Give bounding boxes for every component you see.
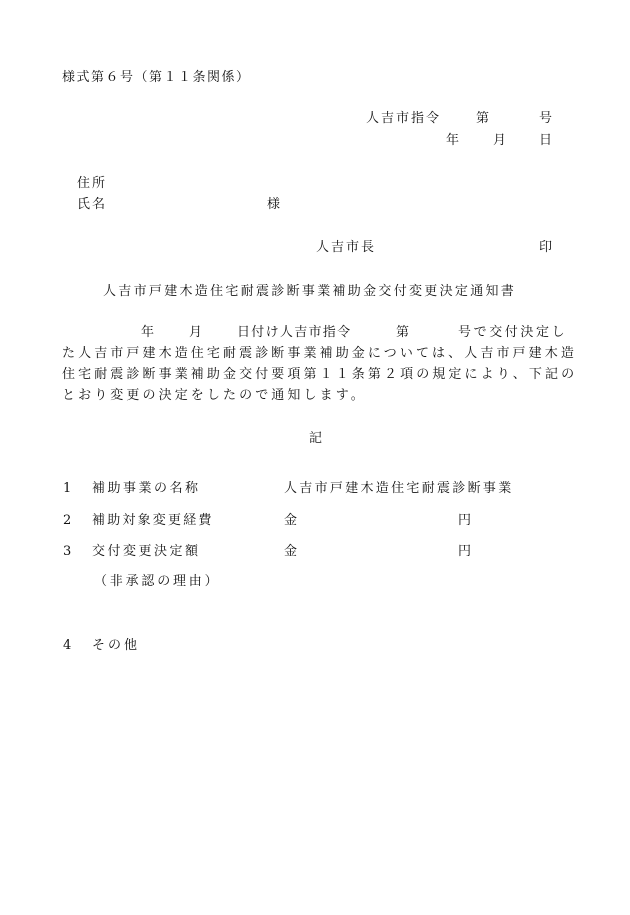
issuer-label: 人吉市指令	[366, 111, 442, 126]
body-line3: 住宅耐震診断事業補助金交付要項第１１条第２項の規定により、下記の	[62, 367, 578, 382]
item2-label: 補助対象変更経費	[92, 513, 214, 528]
date-hi: 日	[539, 133, 555, 148]
item3-label: 交付変更決定額	[92, 544, 201, 559]
mayor-label: 人吉市長	[316, 240, 377, 255]
name-label: 氏名	[77, 197, 108, 212]
item2-en: 円	[458, 513, 474, 528]
item2-kin: 金	[284, 513, 300, 528]
item3-en: 円	[458, 544, 474, 559]
body-line2: た人吉市戸建木造住宅耐震診断事業補助金については、人吉市戸建木造	[62, 346, 577, 361]
item4-label: その他	[92, 638, 141, 653]
body-line4: とおり変更の決定をしたので通知します。	[62, 388, 367, 403]
body-line1-nen: 年	[141, 325, 157, 340]
item3-kin: 金	[284, 544, 300, 559]
form-number: 様式第６号（第１１条関係）	[62, 70, 251, 85]
item4-number: 4	[63, 638, 74, 653]
item1-label: 補助事業の名称	[92, 481, 201, 496]
document-title: 人吉市戸建木造住宅耐震診断事業補助金交付変更決定通知書	[103, 284, 517, 299]
honorific: 様	[267, 197, 283, 212]
date-nen: 年	[446, 133, 462, 148]
item3-number: 3	[63, 544, 74, 559]
address-label: 住所	[77, 176, 108, 191]
reason-label: （非承認の理由）	[94, 574, 221, 589]
body-line1-tsuki: 月	[189, 325, 205, 340]
item2-number: 2	[63, 513, 74, 528]
item1-number: 1	[63, 481, 74, 496]
body-line1-dai: 第	[396, 325, 412, 340]
ki-heading: 記	[309, 431, 325, 446]
item1-value: 人吉市戸建木造住宅耐震診断事業	[284, 481, 514, 496]
body-line1-rest: 日付け人吉市指令	[237, 325, 352, 340]
seal-mark: 印	[539, 240, 555, 255]
date-tsuki: 月	[493, 133, 509, 148]
number-dai: 第	[476, 111, 492, 126]
number-go: 号	[539, 111, 555, 126]
body-line1-go: 号で交付決定し	[458, 325, 568, 340]
